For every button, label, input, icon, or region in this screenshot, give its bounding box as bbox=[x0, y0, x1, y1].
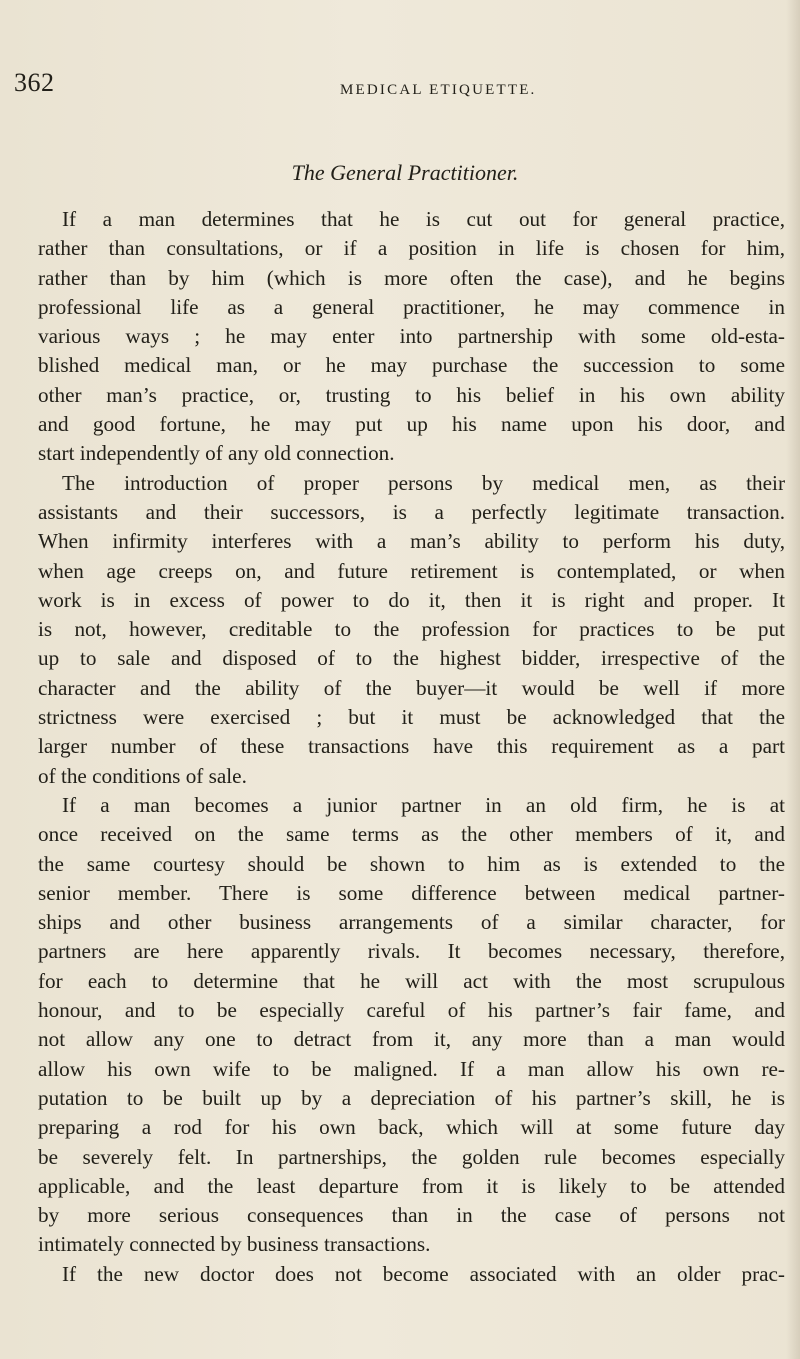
text-line: blished medical man, or he may purchase the succession to some bbox=[38, 353, 785, 378]
text-line: is not, however, creditable to the profession for practices to be put bbox=[38, 617, 785, 642]
text-line: larger number of these transactions have this requirement as a part bbox=[38, 734, 785, 759]
text-line: rather than consultations, or if a position in life is chosen for him, bbox=[38, 236, 785, 261]
text-line: not allow any one to detract from it, any more than a man would bbox=[38, 1027, 785, 1052]
page-edge-shadow bbox=[786, 0, 800, 1359]
text-line: The introduction of proper persons by medical men, as their bbox=[62, 470, 785, 495]
text-line: ships and other business arrangements of a similar character, for bbox=[38, 910, 785, 935]
text-line: other man’s practice, or, trusting to his belief in his own ability bbox=[38, 382, 785, 407]
text-line: applicable, and the least departure from it is likely to be attended bbox=[38, 1173, 785, 1198]
text-line: work is in excess of power to do it, then it is right and proper. It bbox=[38, 587, 785, 612]
text-line: rather than by him (which is more often the case), and he begins bbox=[38, 265, 785, 290]
text-line: when age creeps on, and future retirement is contemplated, or when bbox=[38, 558, 785, 583]
text-line: character and the ability of the buyer—it would be well if more bbox=[38, 675, 785, 700]
text-line: honour, and to be especially careful of his partner’s fair fame, and bbox=[38, 998, 785, 1023]
text-line: intimately connected by business transactions. bbox=[38, 1232, 431, 1257]
page-number: 362 bbox=[14, 68, 55, 97]
text-line: If a man determines that he is cut out for general practice, bbox=[62, 207, 785, 231]
text-line: preparing a rod for his own back, which will at some future day bbox=[38, 1115, 785, 1140]
text-line: partners are here apparently rivals. It becomes necessary, therefore, bbox=[38, 939, 785, 964]
text-line: allow his own wife to be maligned. If a man allow his own re- bbox=[38, 1056, 785, 1081]
text-line: If the new doctor does not become associated with an older prac- bbox=[62, 1261, 785, 1286]
text-line: once received on the same terms as the other members of it, and bbox=[38, 822, 785, 847]
text-line: of the conditions of sale. bbox=[38, 763, 247, 788]
running-head: MEDICAL ETIQUETTE. bbox=[340, 82, 537, 98]
section-title: The General Practitioner. bbox=[291, 160, 519, 185]
text-line: professional life as a general practitioner, he may commence in bbox=[38, 294, 785, 319]
text-line: strictness were exercised ; but it must be acknowledged that the bbox=[38, 705, 785, 730]
text-line: start independently of any old connection. bbox=[38, 441, 395, 466]
text-line: the same courtesy should be shown to him as is extended to the bbox=[38, 851, 785, 876]
text-line: various ways ; he may enter into partnership with some old-esta- bbox=[38, 324, 785, 349]
text-line: senior member. There is some difference between medical partner- bbox=[38, 880, 785, 905]
text-line: When infirmity interferes with a man’s ability to perform his duty, bbox=[38, 529, 785, 554]
text-line: assistants and their successors, is a perfectly legitimate transaction. bbox=[38, 499, 785, 524]
text-line: for each to determine that he will act with the most scrupulous bbox=[38, 968, 785, 993]
text-line: and good fortune, he may put up his name upon his door, and bbox=[38, 412, 785, 437]
text-line: If a man becomes a junior partner in an old firm, he is at bbox=[62, 792, 785, 817]
text-line: putation to be built up by a depreciation of his partner’s skill, he is bbox=[38, 1085, 785, 1110]
body-text bbox=[38, 205, 785, 1289]
text-line: by more serious consequences than in the case of persons not bbox=[38, 1203, 785, 1228]
text-line: up to sale and disposed of to the highest bidder, irrespective of the bbox=[38, 646, 785, 671]
text-line: be severely felt. In partnerships, the golden rule becomes especially bbox=[38, 1144, 785, 1169]
